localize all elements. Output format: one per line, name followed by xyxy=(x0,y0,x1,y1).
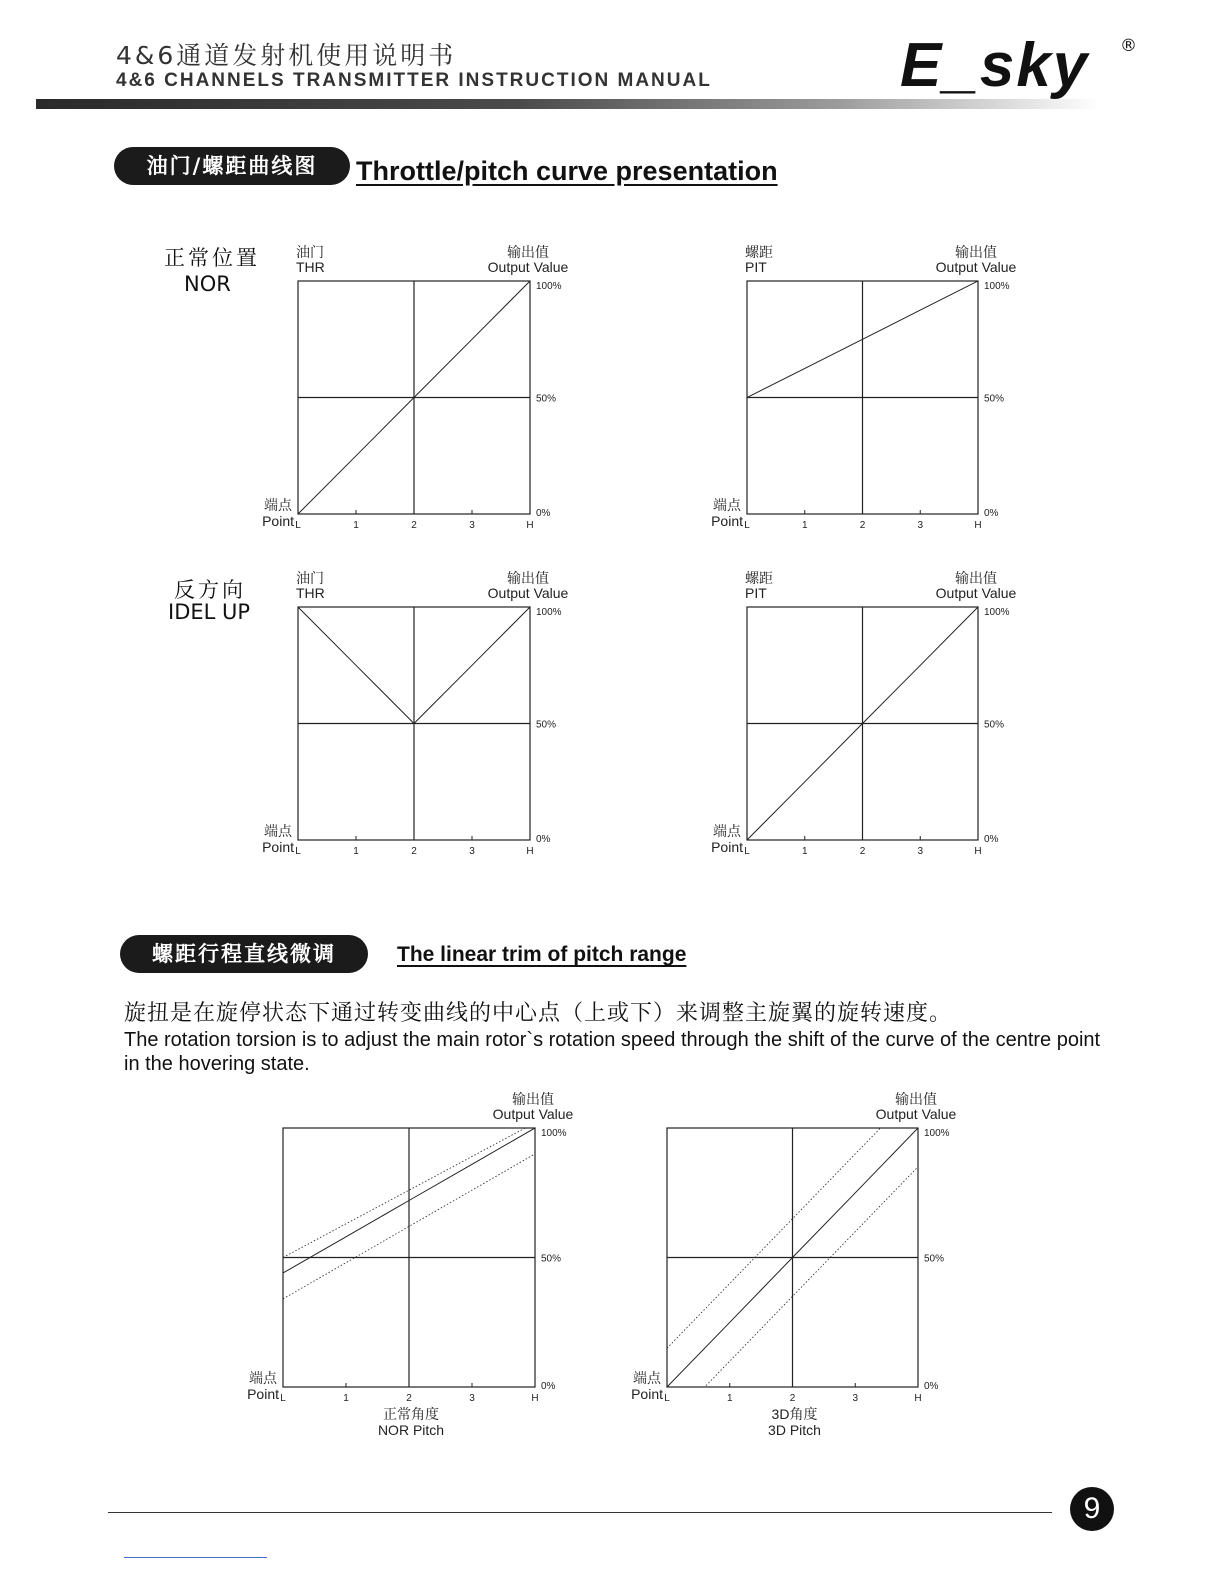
chart-2-xtick-label: 1 xyxy=(801,520,808,531)
chart-5-xlabel-en: Point xyxy=(247,1386,279,1402)
chart-2-ytick-label: 100% xyxy=(984,281,1010,292)
footer-link-underline xyxy=(124,1557,267,1558)
chart-2-ylabel-en: Output Value xyxy=(935,259,1017,275)
chart-2-channel-cn: 螺距 xyxy=(745,244,773,260)
chart-2-ytick-label: 50% xyxy=(984,393,1005,405)
chart-1-ytick-label: 0% xyxy=(536,508,551,519)
chart-3-xtick-label: 2 xyxy=(411,846,417,857)
chart-2-xtick-label: 2 xyxy=(859,520,866,531)
chart-1-channel-en: THR xyxy=(296,259,325,275)
chart-3-xtick-label: H xyxy=(526,846,534,857)
mode-idle-cn: 反方向 xyxy=(174,578,246,602)
chart-1-xtick-label: H xyxy=(526,520,534,531)
chart-1-xtick-label: 2 xyxy=(411,520,417,531)
chart-1-xtick-label: 3 xyxy=(469,520,475,531)
chart-6-ytick-label: 0% xyxy=(924,1381,939,1392)
chart-1-xlabel-en: Point xyxy=(262,513,294,529)
chart-5-xtick-label: 2 xyxy=(406,1393,412,1404)
chart-4-ylabel-cn: 输出值 xyxy=(955,570,997,586)
chart-3-ytick-label: 50% xyxy=(536,719,557,731)
chart-6-ylabel-en: Output Value xyxy=(875,1106,957,1122)
chart-2-xtick-label: L xyxy=(744,520,750,531)
mode-nor-en: NOR xyxy=(184,272,231,296)
chart-1-ylabel-cn: 输出值 xyxy=(507,244,549,260)
chart-5-ylabel-cn: 输出值 xyxy=(512,1091,554,1107)
page-number: 9 xyxy=(1070,1487,1114,1531)
chart-6-xlabel-cn: 端点 xyxy=(633,1370,661,1386)
chart-3-ylabel-en: Output Value xyxy=(487,585,569,601)
manual-title-en: 4&6 CHANNELS TRANSMITTER INSTRUCTION MANUAL xyxy=(116,70,712,91)
chart-6-caption-cn: 3D角度 xyxy=(771,1406,818,1422)
chart-4-xtick-label: 3 xyxy=(917,846,924,857)
chart-3-xlabel-en: Point xyxy=(262,839,294,855)
chart-6-xtick-label: L xyxy=(664,1393,670,1404)
chart-4-ytick-label: 50% xyxy=(984,719,1005,731)
chart-6-xlabel-en: Point xyxy=(631,1386,663,1402)
chart-3-ylabel-cn: 输出值 xyxy=(507,570,549,586)
chart-4-channel-en: PIT xyxy=(745,585,767,601)
chart-3-xlabel-cn: 端点 xyxy=(264,823,292,839)
chart-1-ytick-label: 100% xyxy=(536,281,562,292)
chart-5-xtick-label: 3 xyxy=(469,1393,475,1404)
chart-2-xtick-label: H xyxy=(974,520,982,531)
chart-5-ylabel-en: Output Value xyxy=(492,1106,574,1122)
chart-2-xlabel-cn: 端点 xyxy=(713,497,741,513)
chart-4-ytick-label: 100% xyxy=(984,607,1010,618)
chart-3-channel-cn: 油门 xyxy=(296,570,324,586)
chart-2-ytick-label: 0% xyxy=(984,508,999,519)
chart-3-ytick-label: 0% xyxy=(536,834,551,845)
mode-idle-en: IDEL UP xyxy=(168,600,251,624)
chart-4-xtick-label: 1 xyxy=(801,846,808,857)
chart-6-ytick-label: 50% xyxy=(924,1253,945,1265)
chart-5-caption-en: NOR Pitch xyxy=(377,1422,445,1438)
registered-mark: ® xyxy=(1120,36,1137,56)
chart-4-ytick-label: 0% xyxy=(984,834,999,845)
chart-4-xtick-label: 2 xyxy=(859,846,866,857)
chart-3-channel-en: THR xyxy=(296,585,325,601)
chart-5-caption-cn: 正常角度 xyxy=(383,1406,439,1422)
chart-4-xtick-label: L xyxy=(744,846,750,857)
section-title-trim: The linear trim of pitch range xyxy=(397,943,687,966)
esky-logo: E_sky xyxy=(900,31,1090,100)
trim-description-en: The rotation torsion is to adjust the main rotor`s rotation speed through the shift of the curve of the centre point in the hovering state. xyxy=(124,1029,1101,1075)
chart-6-ylabel-cn: 输出值 xyxy=(895,1091,937,1107)
chart-2-channel-en: PIT xyxy=(745,259,767,275)
chart-5-xtick-label: L xyxy=(280,1393,286,1404)
chart-5-xtick-label: 1 xyxy=(343,1393,349,1404)
chart-2-xtick-label: 3 xyxy=(917,520,924,531)
mode-nor-cn: 正常位置 xyxy=(164,246,260,270)
chart-2-ylabel-cn: 输出值 xyxy=(955,244,997,260)
chart-4-xlabel-cn: 端点 xyxy=(713,823,741,839)
chart-5-xtick-label: H xyxy=(531,1393,539,1404)
chart-6-xtick-label: 3 xyxy=(852,1393,859,1404)
chart-1-ylabel-en: Output Value xyxy=(487,259,569,275)
chart-1-xlabel-cn: 端点 xyxy=(264,497,292,513)
chart-3-xtick-label: 1 xyxy=(353,846,359,857)
chart-6-ytick-label: 100% xyxy=(924,1128,950,1139)
section-pill-curve: 油门/螺距曲线图 xyxy=(114,147,350,185)
chart-1-ytick-label: 50% xyxy=(536,393,557,405)
chart-4-xlabel-en: Point xyxy=(711,839,743,855)
manual-title-cn: 4&6通道发射机使用说明书 xyxy=(116,41,457,70)
chart-2-xlabel-en: Point xyxy=(711,513,743,529)
section-pill-trim: 螺距行程直线微调 xyxy=(120,935,368,973)
chart-6-xtick-label: 2 xyxy=(789,1393,796,1404)
chart-4-xtick-label: H xyxy=(974,846,982,857)
chart-6-caption-en: 3D Pitch xyxy=(768,1422,821,1438)
chart-6-xtick-label: H xyxy=(914,1393,922,1404)
trim-description-cn: 旋扭是在旋停状态下通过转变曲线的中心点（上或下）来调整主旋翼的旋转速度。 xyxy=(124,1001,953,1026)
footer-rule xyxy=(108,1512,1052,1513)
chart-5-ytick-label: 100% xyxy=(541,1128,567,1139)
chart-1-xtick-label: L xyxy=(295,520,301,531)
chart-3-xtick-label: L xyxy=(295,846,301,857)
chart-6-xtick-label: 1 xyxy=(726,1393,733,1404)
chart-3-ytick-label: 100% xyxy=(536,607,562,618)
chart-1-xtick-label: 1 xyxy=(353,520,359,531)
section-title-curve: Throttle/pitch curve presentation xyxy=(356,156,778,186)
chart-5-ytick-label: 50% xyxy=(541,1253,562,1265)
chart-1-channel-cn: 油门 xyxy=(296,244,324,260)
chart-3-xtick-label: 3 xyxy=(469,846,475,857)
chart-5-xlabel-cn: 端点 xyxy=(249,1370,277,1386)
chart-4-channel-cn: 螺距 xyxy=(745,570,773,586)
chart-5-ytick-label: 0% xyxy=(541,1381,556,1392)
chart-4-ylabel-en: Output Value xyxy=(935,585,1017,601)
